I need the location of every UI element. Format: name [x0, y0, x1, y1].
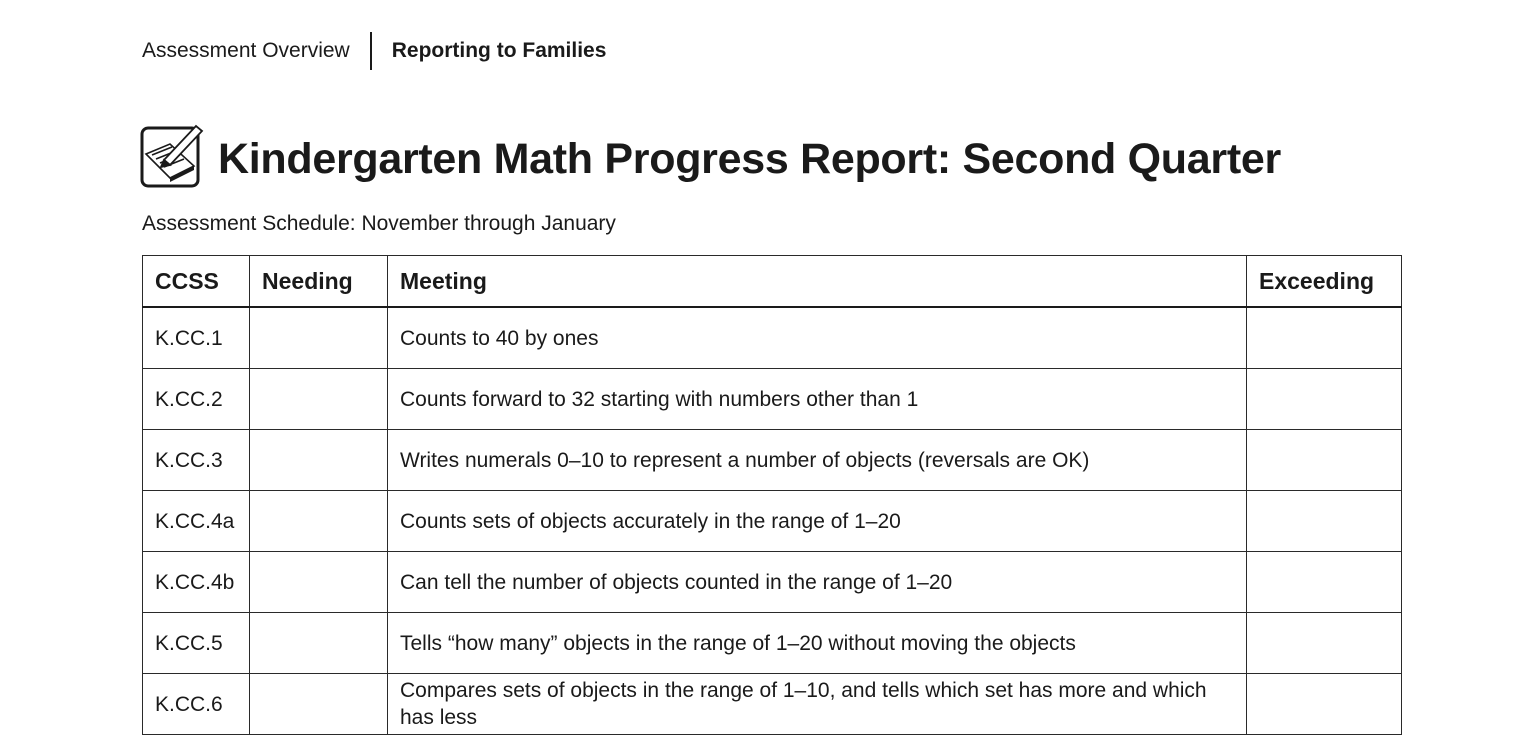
- ccss-code: K.CC.1: [143, 307, 250, 369]
- breadcrumb-section[interactable]: Assessment Overview: [142, 39, 350, 62]
- table-row: [143, 430, 1402, 491]
- header-needing: Needing: [250, 256, 388, 308]
- table-row: [143, 491, 1402, 552]
- header-exceeding: Exceeding: [1247, 256, 1402, 308]
- needing-cell[interactable]: [250, 369, 388, 430]
- exceeding-cell[interactable]: [1247, 613, 1402, 674]
- table-header-row: [143, 256, 1402, 308]
- exceeding-cell[interactable]: [1247, 369, 1402, 430]
- title-row: [140, 122, 1281, 188]
- meeting-description: Counts sets of objects accurately in the range of 1–20: [388, 491, 1247, 552]
- header-ccss: CCSS: [143, 256, 250, 308]
- progress-table: [142, 255, 1402, 735]
- ccss-code: K.CC.6: [143, 674, 250, 735]
- table-row: [143, 369, 1402, 430]
- breadcrumb: [142, 32, 606, 70]
- meeting-description: Compares sets of objects in the range of 1–10, and tells which set has more and which has less: [388, 674, 1247, 735]
- breadcrumb-current: Reporting to Families: [391, 39, 607, 62]
- breadcrumb-divider: [370, 32, 372, 70]
- needing-cell[interactable]: [250, 307, 388, 369]
- meeting-description: Counts to 40 by ones: [388, 307, 1247, 369]
- needing-cell[interactable]: [250, 430, 388, 491]
- exceeding-cell[interactable]: [1247, 552, 1402, 613]
- ccss-code: K.CC.3: [143, 430, 250, 491]
- meeting-description: Can tell the number of objects counted in the range of 1–20: [388, 552, 1247, 613]
- exceeding-cell[interactable]: [1247, 430, 1402, 491]
- ccss-code: K.CC.4a: [143, 491, 250, 552]
- exceeding-cell[interactable]: [1247, 674, 1402, 735]
- exceeding-cell[interactable]: [1247, 307, 1402, 369]
- header-meeting: Meeting: [388, 256, 1247, 308]
- needing-cell[interactable]: [250, 552, 388, 613]
- needing-cell[interactable]: [250, 674, 388, 735]
- table-row: [143, 552, 1402, 613]
- ccss-code: K.CC.4b: [143, 552, 250, 613]
- exceeding-cell[interactable]: [1247, 491, 1402, 552]
- page-title: Kindergarten Math Progress Report: Second Quarter: [218, 134, 1281, 183]
- needing-cell[interactable]: [250, 491, 388, 552]
- assessment-schedule: Assessment Schedule: November through January: [142, 212, 616, 235]
- ccss-code: K.CC.2: [143, 369, 250, 430]
- meeting-description: Counts forward to 32 starting with numbers other than 1: [388, 369, 1247, 430]
- needing-cell[interactable]: [250, 613, 388, 674]
- ccss-code: K.CC.5: [143, 613, 250, 674]
- table-row: [143, 307, 1402, 369]
- pencil-on-paper-icon: [140, 122, 204, 188]
- table-row: [143, 613, 1402, 674]
- table-row: [143, 674, 1402, 735]
- meeting-description: Writes numerals 0–10 to represent a number of objects (reversals are OK): [388, 430, 1247, 491]
- meeting-description: Tells “how many” objects in the range of 1–20 without moving the objects: [388, 613, 1247, 674]
